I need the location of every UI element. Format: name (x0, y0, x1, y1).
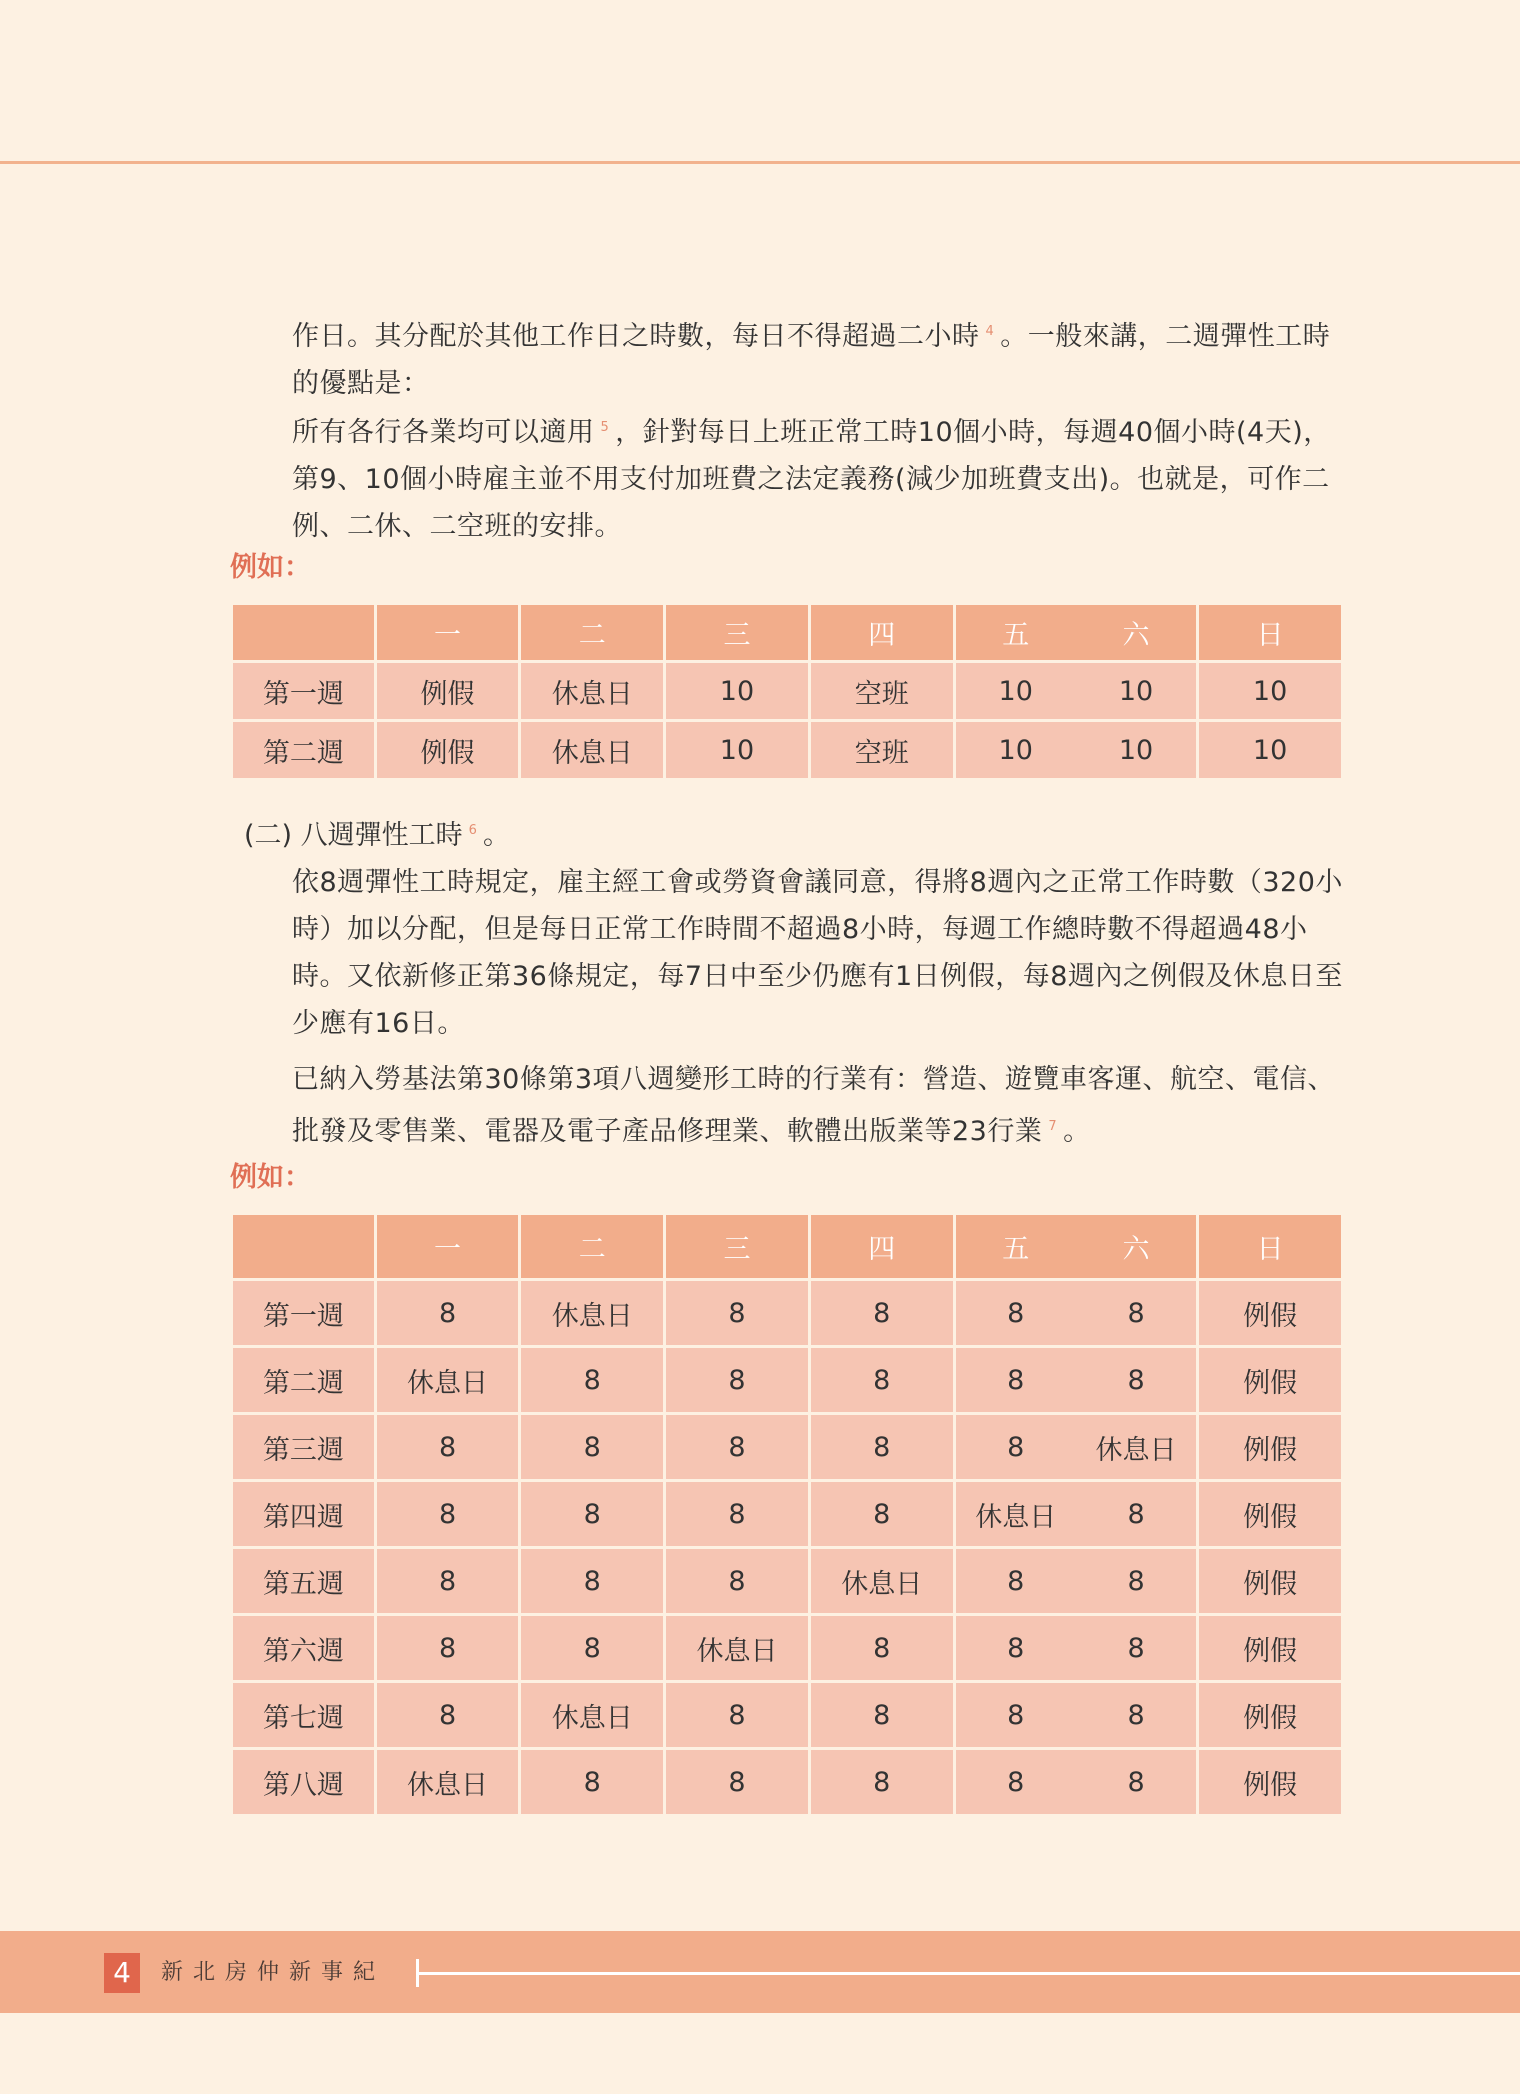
table-cell: 8 (809, 1414, 954, 1481)
table-cell: 8 (375, 1280, 520, 1347)
table-cell: 8 (520, 1615, 665, 1682)
table-cell: 休息日 (954, 1481, 1076, 1548)
table-cell: 8 (665, 1481, 810, 1548)
table-row (232, 1280, 1343, 1347)
week-label: 第一週 (232, 1280, 376, 1347)
table-cell: 8 (1076, 1749, 1198, 1816)
para-text: ，針對每日上班正常工時10個小時，每週40個小時(4天)，第9、10個小時雇主並不用支付加班費之法定義務(減少加班費支出)。也就是，可作二例、二休、二空班的安排。 (292, 417, 1331, 542)
header-wednesday: 三 (665, 1214, 810, 1280)
table-cell: 例假 (1198, 1548, 1343, 1615)
table-cell: 8 (809, 1347, 954, 1414)
table-cell: 休息日 (520, 1682, 665, 1749)
table-cell: 8 (954, 1615, 1076, 1682)
table-cell: 例假 (1198, 1280, 1343, 1347)
table-cell: 10 (1076, 662, 1198, 721)
week-label: 第七週 (232, 1682, 376, 1749)
table-cell: 例假 (1198, 1749, 1343, 1816)
table-cell: 休息日 (809, 1548, 954, 1615)
table-cell: 例假 (1198, 1414, 1343, 1481)
week-label: 第一週 (232, 662, 376, 721)
table-cell: 10 (1076, 721, 1198, 780)
table-cell: 8 (954, 1548, 1076, 1615)
header-friday: 五 (954, 604, 1076, 662)
table-cell: 8 (954, 1682, 1076, 1749)
table-row (232, 662, 1343, 721)
table-cell: 8 (665, 1682, 810, 1749)
footnote-marker-4[interactable]: 4 (985, 324, 995, 339)
table-cell: 8 (954, 1749, 1076, 1816)
top-divider-line (0, 161, 1520, 164)
table-row (232, 1414, 1343, 1481)
para-text: 所有各行各業均可以適用 (292, 417, 595, 448)
header-sunday: 日 (1198, 1214, 1343, 1280)
table-cell: 8 (520, 1347, 665, 1414)
heading-text: (二) 八週彈性工時 (244, 820, 463, 851)
para-text: 作日。其分配於其他工作日之時數，每日不得超過二小時 (292, 321, 980, 352)
table-header-row (232, 1214, 1343, 1280)
table-cell: 8 (375, 1615, 520, 1682)
table-header-row (232, 604, 1343, 662)
heading-end: 。 (482, 820, 510, 851)
table-cell: 8 (1076, 1615, 1198, 1682)
week-label: 第二週 (232, 721, 376, 780)
footnote-marker-5[interactable]: 5 (600, 420, 610, 435)
magazine-title: 新北房仲新事紀 (161, 1960, 386, 1985)
table-cell: 休息日 (665, 1615, 810, 1682)
table-cell: 8 (809, 1682, 954, 1749)
para-text: 已納入勞基法第30條第3項八週變形工時的行業有：營造、遊覽車客運、航空、電信、批發及零售業、電器及電子產品修理業、軟體出版業等23行業 (292, 1064, 1336, 1147)
para-text: 。一般來講，二週彈性工時的優點是： (292, 321, 1331, 399)
table-cell: 例假 (1198, 1682, 1343, 1749)
table-cell: 8 (375, 1414, 520, 1481)
footer-rule-line (419, 1972, 1520, 1975)
table-cell: 8 (954, 1280, 1076, 1347)
table-row (232, 1548, 1343, 1615)
table-cell: 8 (520, 1414, 665, 1481)
week-label: 第六週 (232, 1615, 376, 1682)
footnote-marker-6[interactable]: 6 (468, 823, 477, 838)
header-cell-blank (232, 1214, 376, 1280)
header-saturday: 六 (1076, 1214, 1198, 1280)
table-cell: 例假 (1198, 1615, 1343, 1682)
week-label: 第二週 (232, 1347, 376, 1414)
table-cell: 10 (954, 662, 1076, 721)
paragraph-two-week-intro (292, 308, 1344, 407)
table-row (232, 1347, 1343, 1414)
table-cell: 例假 (375, 662, 520, 721)
table-cell: 8 (665, 1749, 810, 1816)
table-cell: 10 (665, 721, 810, 780)
paragraph-two-week-benefits (292, 404, 1344, 550)
header-sunday: 日 (1198, 604, 1343, 662)
table-cell: 休息日 (375, 1347, 520, 1414)
table-cell: 8 (520, 1481, 665, 1548)
table-cell: 10 (665, 662, 810, 721)
header-wednesday: 三 (665, 604, 810, 662)
header-saturday: 六 (1076, 604, 1198, 662)
table-cell: 8 (520, 1749, 665, 1816)
table-cell: 10 (1198, 721, 1343, 780)
para-text: 。 (1063, 1116, 1091, 1147)
table-cell: 休息日 (1076, 1414, 1198, 1481)
header-tuesday: 二 (520, 604, 665, 662)
table-cell: 8 (665, 1347, 810, 1414)
paragraph-eight-week-industries (292, 1056, 1344, 1155)
table-row (232, 721, 1343, 780)
page-number: 4 (104, 1953, 140, 1993)
table-cell: 10 (1198, 662, 1343, 721)
week-label: 第三週 (232, 1414, 376, 1481)
table-cell: 空班 (809, 721, 954, 780)
table-cell: 8 (665, 1414, 810, 1481)
table-cell: 例假 (1198, 1347, 1343, 1414)
table-row (232, 1749, 1343, 1816)
table-cell: 10 (954, 721, 1076, 780)
two-week-schedule-table (230, 602, 1344, 781)
table-cell: 8 (375, 1481, 520, 1548)
table-cell: 8 (1076, 1280, 1198, 1347)
table-cell: 8 (954, 1414, 1076, 1481)
table-cell: 休息日 (375, 1749, 520, 1816)
table-row (232, 1615, 1343, 1682)
header-monday: 一 (375, 1214, 520, 1280)
table-cell: 例假 (375, 721, 520, 780)
eight-week-schedule-table (230, 1212, 1344, 1817)
table-cell: 8 (809, 1280, 954, 1347)
table-cell: 休息日 (520, 1280, 665, 1347)
table-cell: 8 (665, 1280, 810, 1347)
table-row (232, 1682, 1343, 1749)
header-friday: 五 (954, 1214, 1076, 1280)
table-cell: 8 (520, 1548, 665, 1615)
table-cell: 8 (1076, 1481, 1198, 1548)
example-label: 例如： (230, 1162, 311, 1193)
paragraph-eight-week-rules: 依8週彈性工時規定，雇主經工會或勞資會議同意，得將8週內之正常工作時數（320小時）加以分配，但是每日正常工作時間不超過8小時，每週工作總時數不得超過48小時。又依新修正第36條規定，每7日中至少仍應有1日例假，每8週內之例假及休息日至少應有16日。 (292, 867, 1343, 1039)
header-thursday: 四 (809, 604, 954, 662)
table-cell: 8 (954, 1347, 1076, 1414)
table-cell: 8 (809, 1749, 954, 1816)
header-tuesday: 二 (520, 1214, 665, 1280)
table-cell: 8 (809, 1615, 954, 1682)
table-cell: 例假 (1198, 1481, 1343, 1548)
table-cell: 休息日 (520, 662, 665, 721)
week-label: 第四週 (232, 1481, 376, 1548)
table-cell: 8 (375, 1548, 520, 1615)
header-thursday: 四 (809, 1214, 954, 1280)
table-cell: 8 (375, 1682, 520, 1749)
table-cell: 8 (1076, 1347, 1198, 1414)
example-label: 例如： (230, 552, 311, 583)
table-cell: 8 (1076, 1682, 1198, 1749)
header-monday: 一 (375, 604, 520, 662)
week-label: 第八週 (232, 1749, 376, 1816)
table-row (232, 1481, 1343, 1548)
table-cell: 8 (809, 1481, 954, 1548)
header-cell-blank (232, 604, 376, 662)
table-cell: 8 (1076, 1548, 1198, 1615)
week-label: 第五週 (232, 1548, 376, 1615)
table-cell: 8 (665, 1548, 810, 1615)
section-heading-eight-week (244, 807, 510, 859)
table-cell: 空班 (809, 662, 954, 721)
footnote-marker-7[interactable]: 7 (1048, 1119, 1058, 1134)
table-cell: 休息日 (520, 721, 665, 780)
